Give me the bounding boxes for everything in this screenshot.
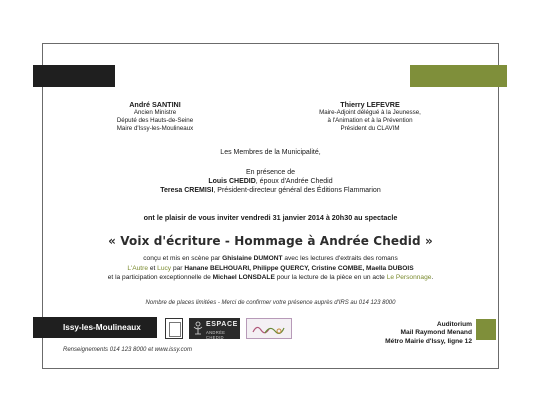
presence-block: [42, 168, 499, 195]
credits-role-3: Le Personnage: [386, 274, 432, 282]
invite-line: ont le plaisir de vous inviter vendredi 31 janvier 2014 à 20h30 au spectacle: [143, 213, 398, 222]
credits-readers: Hanane BELHOUARI, Philippe QUERCY, Cristine COMBE, Maella DUBOIS: [184, 264, 414, 272]
irs-swirl-icon: [251, 323, 287, 335]
host-left-line-1: Ancien Ministre: [133, 109, 177, 116]
credits-director: Ghislaine DUMONT: [222, 255, 283, 262]
info-line: Renseignements 014 123 8000 et www.issy.com: [63, 347, 192, 353]
credits-et: et: [148, 264, 158, 272]
presence-person2-name: Teresa CREMISI: [160, 187, 214, 194]
espace-title: ESPACE: [206, 321, 238, 328]
credits-par: par: [171, 264, 185, 272]
presence-line-2: [42, 186, 499, 195]
venue-line-3: Métro Mairie d'Issy, ligne 12: [385, 337, 472, 345]
city-name: Issy-les-Moulineaux: [63, 323, 141, 332]
espace-subtitle: ANDRÉE CHEDID: [206, 330, 226, 340]
presence-person2-desc: , Président-directeur général des Éditions Flammarion: [213, 187, 381, 194]
presence-line-1: [42, 177, 499, 186]
host-right-line-1: Maire-Adjoint délégué à la Jeunesse,: [319, 109, 421, 116]
rsvp-notice: Nombre de places limitées - Merci de confirmer votre présence auprès d'IRS au 014 123 8000: [145, 300, 396, 306]
city-logo-bar: [33, 317, 157, 338]
credits-role-1: L'Autre: [127, 264, 148, 272]
venue-block: [385, 321, 472, 346]
members-line: Les Membres de la Municipalité,: [220, 149, 321, 156]
partner-logo-square: [165, 318, 183, 339]
espace-chedid-logo: [189, 318, 240, 339]
credits-guest: Michael LONSDALE: [212, 274, 275, 282]
espace-mark-icon: [193, 321, 203, 335]
credits-role-2: Lucy: [157, 264, 172, 272]
host-right-line-3: Président du CLAVIM: [340, 124, 400, 132]
host-left-line-3: Maire d'Issy-les-Moulineaux: [116, 124, 194, 132]
presence-intro: En présence de: [245, 169, 296, 176]
credits-block: [42, 254, 499, 283]
venue-line-2: Mail Raymond Menand: [400, 329, 472, 337]
host-left-name: André SANTINI: [129, 100, 181, 109]
credits-line1-b: avec les lectures d'extraits des romans: [282, 255, 398, 262]
partner-logo-square-icon: [169, 322, 181, 337]
bottom-right-green-square: [476, 319, 496, 340]
host-left: [80, 100, 230, 132]
credits-line3-b: pour la lecture de la pièce en un acte: [274, 274, 387, 282]
top-left-black-bar: [33, 65, 115, 87]
credits-line1-a: conçu et mis en scène par: [143, 255, 223, 262]
venue-line-1: Auditorium: [436, 321, 472, 328]
credits-line3-a: et la participation exceptionnelle de: [107, 274, 213, 282]
host-right: [295, 100, 445, 132]
host-right-line-2: à l'Animation et à la Prévention: [327, 116, 413, 124]
host-right-name: Thierry LEFEVRE: [340, 100, 400, 109]
show-title: « Voix d'écriture - Hommage à Andrée Chedid »: [108, 234, 433, 248]
top-right-green-bar: [410, 65, 507, 87]
credits-line3-end: .: [431, 274, 434, 282]
credits-line-1: [42, 254, 499, 264]
irs-logo: [246, 318, 292, 339]
credits-line-3: [42, 273, 499, 283]
presence-person1-name: Louis CHEDID: [208, 178, 256, 185]
presence-person1-desc: , époux d'Andrée Chedid: [255, 178, 333, 185]
host-left-line-2: Député des Hauts-de-Seine: [116, 116, 194, 124]
credits-line-2: [42, 264, 499, 274]
